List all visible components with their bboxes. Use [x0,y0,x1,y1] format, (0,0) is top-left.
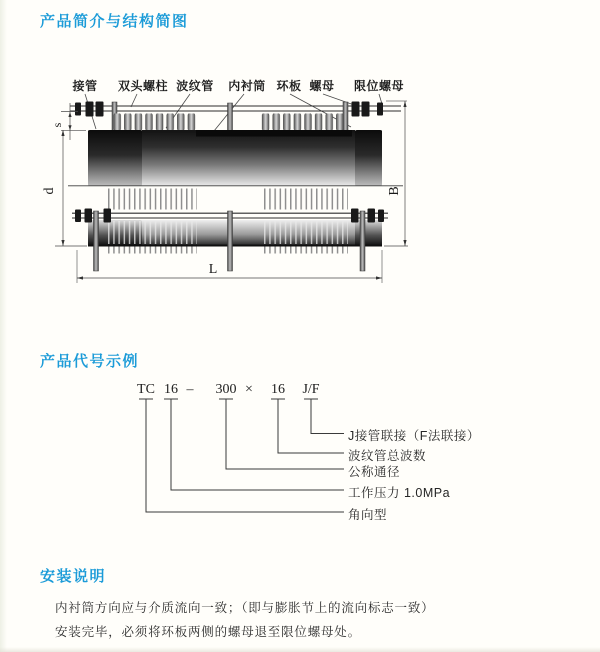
install-note-nuts: 安装完毕，必须将环板两侧的螺母退至限位螺母处。 [55,625,361,639]
code-segment-times: × [245,382,253,397]
callout-type: 角向型 [348,508,388,522]
inner-liner-band [196,130,352,137]
code-connector-lines [0,375,600,540]
dim-label-d: d [42,187,57,195]
upper-body [88,130,382,186]
dim-label-s: s [50,122,64,128]
lower-body [88,220,382,254]
section-title-overview: 产品简介与结构简图 [40,13,189,30]
code-segment-pressure: 16 [164,382,178,397]
callout-connection: J接管联接（F法联接） [348,429,480,443]
callout-pressure: 工作压力 1.0MPa [348,486,451,500]
dimension-d [55,130,87,246]
page-edge-left [0,0,7,652]
part-label-connecting-pipe: 接管 [72,79,98,93]
code-segment-type: TC [137,382,155,397]
callout-diameter: 公称通径 [348,465,401,479]
part-label-nut: 螺母 [309,79,335,93]
part-label-stud: 双头螺柱 [117,79,169,93]
page-edge-bottom [0,647,600,652]
section-title-code: 产品代号示例 [40,353,140,370]
dimension-s [61,103,86,140]
dim-label-L: L [208,262,218,277]
part-label-limit-nut: 限位螺母 [353,79,405,93]
part-label-bellows: 波纹管 [176,79,214,93]
lower-bellows-comb [108,189,348,212]
part-label-ring-plate: 环板 [276,79,302,93]
structure-diagram [40,65,420,315]
part-label-inner-liner: 内衬筒 [228,79,266,93]
code-segment-diameter: 300 [215,382,237,397]
section-title-install: 安装说明 [40,568,107,585]
install-note-flow-direction: 内衬筒方向应与介质流向一致；（即与膨胀节上的流向标志一致） [55,601,435,615]
code-segment-connection: J/F [302,382,320,397]
dim-label-B: B [387,186,402,196]
callout-waves: 波纹管总波数 [348,449,427,463]
upper-tie-rod [70,106,401,111]
code-segment-dash: – [186,382,194,397]
code-segment-waves: 16 [271,382,285,397]
dimension-B [384,101,408,246]
